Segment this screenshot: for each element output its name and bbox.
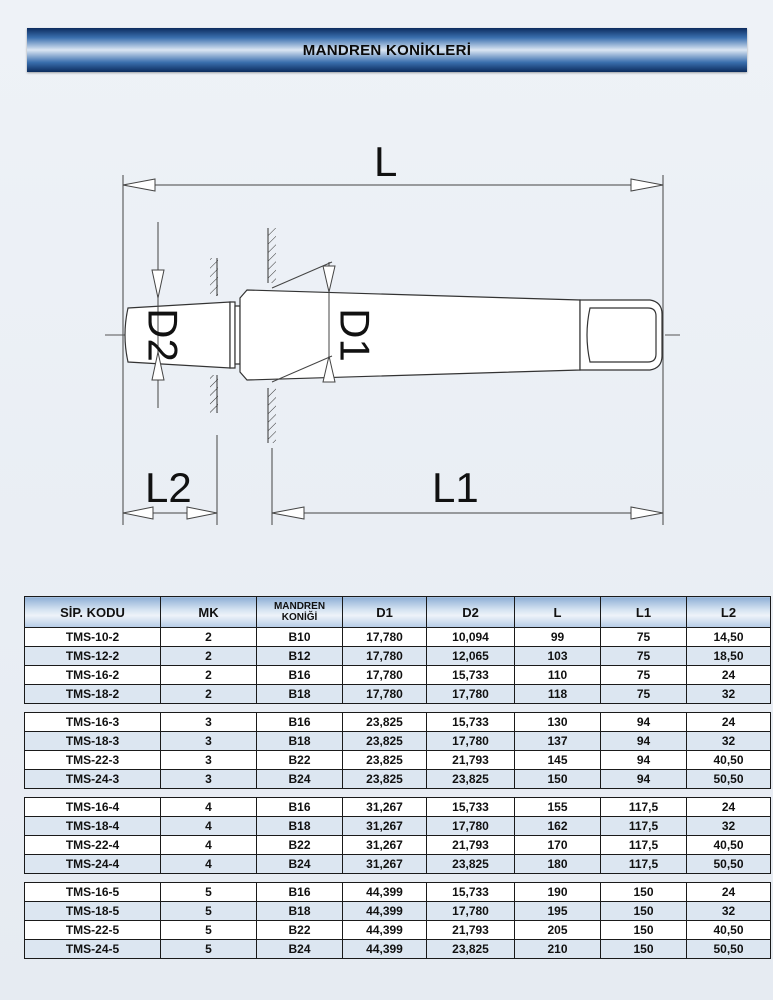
header-l1: L1: [601, 597, 687, 628]
cell-mk: 5: [161, 921, 257, 940]
cell-sip-kodu: TMS-24-3: [25, 770, 161, 789]
cell-mandren-konigi: B18: [257, 685, 343, 704]
cell-l2: 24: [687, 883, 771, 902]
cell-mandren-konigi: B24: [257, 770, 343, 789]
cell-d1: 17,780: [343, 628, 427, 647]
cell-mandren-konigi: B24: [257, 940, 343, 959]
cell-l: 99: [515, 628, 601, 647]
page-title: MANDREN KONİKLERİ: [302, 41, 472, 59]
cell-l2: 32: [687, 732, 771, 751]
cell-d1: 44,399: [343, 902, 427, 921]
cell-l: 210: [515, 940, 601, 959]
cell-mandren-konigi: B16: [257, 713, 343, 732]
cell-mk: 5: [161, 940, 257, 959]
header-l2: L2: [687, 597, 771, 628]
cell-d1: 23,825: [343, 770, 427, 789]
cell-sip-kodu: TMS-24-5: [25, 940, 161, 959]
label-L: L: [374, 138, 398, 185]
table-row: [25, 732, 771, 751]
cell-d2: 15,733: [427, 883, 515, 902]
header-d2: D2: [427, 597, 515, 628]
cell-l2: 32: [687, 902, 771, 921]
cell-l2: 24: [687, 666, 771, 685]
cell-l1: 75: [601, 685, 687, 704]
cell-l1: 94: [601, 770, 687, 789]
cell-mk: 4: [161, 798, 257, 817]
cell-d2: 23,825: [427, 940, 515, 959]
cell-l1: 150: [601, 940, 687, 959]
cell-l: 180: [515, 855, 601, 874]
cell-mandren-konigi: B22: [257, 836, 343, 855]
cell-mandren-konigi: B16: [257, 798, 343, 817]
table-row: [25, 817, 771, 836]
table-row: [25, 836, 771, 855]
cell-sip-kodu: TMS-22-4: [25, 836, 161, 855]
spacer-cell: [25, 874, 771, 883]
cell-l: 103: [515, 647, 601, 666]
cell-l: 145: [515, 751, 601, 770]
cell-d1: 23,825: [343, 732, 427, 751]
cell-d1: 44,399: [343, 940, 427, 959]
group-spacer: [25, 704, 771, 713]
cell-mandren-konigi: B12: [257, 647, 343, 666]
table-row: [25, 751, 771, 770]
cell-sip-kodu: TMS-22-5: [25, 921, 161, 940]
cell-sip-kodu: TMS-10-2: [25, 628, 161, 647]
label-L1: L1: [432, 464, 479, 511]
cell-d2: 10,094: [427, 628, 515, 647]
cell-sip-kodu: TMS-24-4: [25, 855, 161, 874]
table-row: [25, 647, 771, 666]
cell-l2: 24: [687, 713, 771, 732]
cell-l: 150: [515, 770, 601, 789]
cell-l2: 50,50: [687, 855, 771, 874]
cell-d2: 15,733: [427, 713, 515, 732]
cell-l2: 32: [687, 817, 771, 836]
table-row: [25, 666, 771, 685]
cell-d1: 31,267: [343, 817, 427, 836]
cell-l: 137: [515, 732, 601, 751]
cell-mandren-konigi: B22: [257, 921, 343, 940]
table-row: [25, 921, 771, 940]
cell-d2: 12,065: [427, 647, 515, 666]
cell-d1: 31,267: [343, 855, 427, 874]
cell-sip-kodu: TMS-18-5: [25, 902, 161, 921]
cell-mandren-konigi: B16: [257, 883, 343, 902]
cell-sip-kodu: TMS-18-2: [25, 685, 161, 704]
cell-mandren-konigi: B18: [257, 817, 343, 836]
cell-d2: 21,793: [427, 921, 515, 940]
cell-l2: 50,50: [687, 770, 771, 789]
table-header-row: [25, 597, 771, 628]
cell-l1: 117,5: [601, 836, 687, 855]
cell-l1: 75: [601, 628, 687, 647]
cell-sip-kodu: TMS-12-2: [25, 647, 161, 666]
cell-d1: 31,267: [343, 836, 427, 855]
cell-l1: 75: [601, 647, 687, 666]
cell-mk: 2: [161, 628, 257, 647]
label-L2: L2: [145, 464, 192, 511]
cell-l1: 117,5: [601, 855, 687, 874]
table-row: [25, 713, 771, 732]
technical-drawing: [0, 130, 773, 530]
cell-mandren-konigi: B10: [257, 628, 343, 647]
spacer-cell: [25, 704, 771, 713]
cell-d2: 15,733: [427, 798, 515, 817]
cell-l2: 24: [687, 798, 771, 817]
cell-l: 118: [515, 685, 601, 704]
cell-d1: 44,399: [343, 883, 427, 902]
cell-mk: 5: [161, 883, 257, 902]
cell-sip-kodu: TMS-18-3: [25, 732, 161, 751]
table-row: [25, 628, 771, 647]
cell-l1: 150: [601, 921, 687, 940]
cell-d2: 21,793: [427, 751, 515, 770]
cell-l: 110: [515, 666, 601, 685]
cell-mk: 3: [161, 751, 257, 770]
cell-d1: 31,267: [343, 798, 427, 817]
cell-l1: 150: [601, 883, 687, 902]
header-l: L: [515, 597, 601, 628]
cell-d2: 23,825: [427, 770, 515, 789]
cell-d2: 17,780: [427, 685, 515, 704]
cell-d1: 23,825: [343, 751, 427, 770]
table-row: [25, 883, 771, 902]
table-row: [25, 940, 771, 959]
table-row: [25, 798, 771, 817]
cell-mandren-konigi: B18: [257, 902, 343, 921]
cell-mk: 2: [161, 647, 257, 666]
cell-d2: 23,825: [427, 855, 515, 874]
cell-mk: 3: [161, 713, 257, 732]
cell-d2: 17,780: [427, 732, 515, 751]
cell-l2: 40,50: [687, 751, 771, 770]
cell-d1: 17,780: [343, 685, 427, 704]
cell-mandren-konigi: B18: [257, 732, 343, 751]
spec-table: [24, 596, 771, 959]
label-D1: D1: [331, 308, 379, 362]
cell-d1: 44,399: [343, 921, 427, 940]
cell-mk: 2: [161, 666, 257, 685]
cell-mandren-konigi: B24: [257, 855, 343, 874]
cell-l2: 14,50: [687, 628, 771, 647]
cell-l1: 94: [601, 713, 687, 732]
cell-d2: 17,780: [427, 902, 515, 921]
cell-l1: 117,5: [601, 798, 687, 817]
cell-sip-kodu: TMS-18-4: [25, 817, 161, 836]
title-bar: [27, 28, 747, 72]
table-row: [25, 855, 771, 874]
cell-sip-kodu: TMS-22-3: [25, 751, 161, 770]
cell-d1: 23,825: [343, 713, 427, 732]
table-row: [25, 685, 771, 704]
spacer-cell: [25, 789, 771, 798]
header-d1: D1: [343, 597, 427, 628]
cell-l1: 94: [601, 751, 687, 770]
table-row: [25, 770, 771, 789]
group-spacer: [25, 789, 771, 798]
cell-sip-kodu: TMS-16-4: [25, 798, 161, 817]
cell-mk: 5: [161, 902, 257, 921]
cell-l: 170: [515, 836, 601, 855]
header-mk: MK: [161, 597, 257, 628]
cell-mandren-konigi: B22: [257, 751, 343, 770]
cell-sip-kodu: TMS-16-2: [25, 666, 161, 685]
cell-mk: 4: [161, 855, 257, 874]
cell-l1: 94: [601, 732, 687, 751]
label-D2: D2: [139, 308, 187, 362]
cell-d2: 21,793: [427, 836, 515, 855]
cell-l2: 40,50: [687, 921, 771, 940]
table-row: [25, 902, 771, 921]
cell-l: 195: [515, 902, 601, 921]
header-sip-kodu: SİP. KODU: [25, 597, 161, 628]
cell-l: 190: [515, 883, 601, 902]
cell-l2: 40,50: [687, 836, 771, 855]
group-spacer: [25, 874, 771, 883]
cell-sip-kodu: TMS-16-5: [25, 883, 161, 902]
cell-l2: 50,50: [687, 940, 771, 959]
cell-l1: 150: [601, 902, 687, 921]
cell-l: 130: [515, 713, 601, 732]
mandrel-outline: [125, 290, 662, 380]
cell-l: 162: [515, 817, 601, 836]
cell-mk: 4: [161, 836, 257, 855]
cell-d1: 17,780: [343, 666, 427, 685]
cell-l2: 32: [687, 685, 771, 704]
cell-d1: 17,780: [343, 647, 427, 666]
cell-d2: 17,780: [427, 817, 515, 836]
cell-mandren-konigi: B16: [257, 666, 343, 685]
cell-l2: 18,50: [687, 647, 771, 666]
cell-l: 205: [515, 921, 601, 940]
cell-l1: 75: [601, 666, 687, 685]
cell-mk: 3: [161, 732, 257, 751]
table-body: [25, 628, 771, 959]
cell-mk: 3: [161, 770, 257, 789]
cell-mk: 4: [161, 817, 257, 836]
cell-mk: 2: [161, 685, 257, 704]
cell-sip-kodu: TMS-16-3: [25, 713, 161, 732]
cell-l: 155: [515, 798, 601, 817]
cell-l1: 117,5: [601, 817, 687, 836]
cell-d2: 15,733: [427, 666, 515, 685]
header-mandren-konigi: MANDREN KONİĞİ: [257, 597, 343, 628]
